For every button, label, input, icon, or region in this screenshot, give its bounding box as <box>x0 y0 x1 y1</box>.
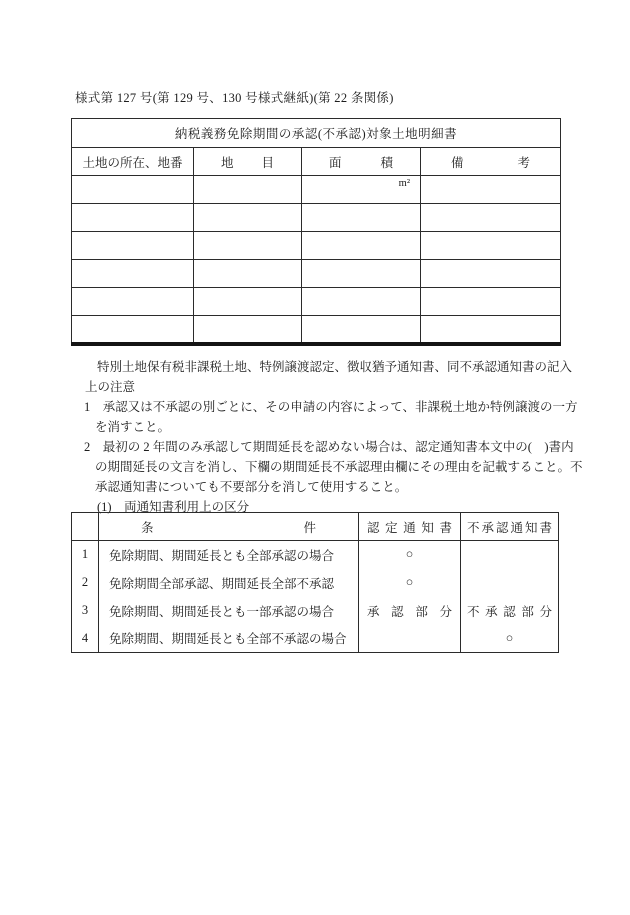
usage-table-row <box>72 541 559 569</box>
land-table-row <box>72 232 561 260</box>
land-cell-empty <box>421 204 561 232</box>
note-line: 承認通知書についても不要部分を消して使用すること。 <box>95 480 408 494</box>
usage-row-approval-mark <box>359 625 461 653</box>
land-cell-empty <box>421 288 561 316</box>
usage-row-condition: 免除期間、期間延長とも全部承認の場合 <box>99 541 359 569</box>
land-cell-empty <box>194 204 302 232</box>
land-table-row <box>72 204 561 232</box>
land-table-row <box>72 176 561 204</box>
land-cell-empty <box>194 176 302 204</box>
land-cell-empty <box>72 288 194 316</box>
land-cell-empty <box>421 232 561 260</box>
land-cell-empty <box>302 288 421 316</box>
land-detail-table <box>71 118 561 346</box>
land-cell-empty <box>421 260 561 288</box>
land-cell-empty <box>194 260 302 288</box>
land-cell-empty <box>72 260 194 288</box>
land-table-row <box>72 316 561 344</box>
usage-row-no: 3 <box>72 597 99 625</box>
note-line: 特別土地保有税非課税土地、特例譲渡認定、徴収猶予通知書、同不承認通知書の記入 <box>97 360 573 374</box>
land-cell-empty <box>302 260 421 288</box>
usage-row-condition: 免除期間全部承認、期間延長全部不承認 <box>99 569 359 597</box>
note-line: の期間延長の文言を消し、下欄の期間延長不承認理由欄にその理由を記載すること。不 <box>95 460 583 474</box>
land-cell-empty <box>421 176 561 204</box>
note-line: (1) 両通知書利用上の区分 <box>97 500 250 514</box>
usage-row-disapproval-mark <box>461 569 559 597</box>
usage-classification-table <box>71 512 559 653</box>
note-line: 1 承認又は不承認の別ごとに、その申請の内容によって、非課税土地か特例譲渡の一方 <box>84 400 578 414</box>
usage-col-disapproval: 不承認通知書 <box>461 513 559 541</box>
notes-section <box>70 357 583 517</box>
usage-row-disapproval-mark: ○ <box>461 625 559 653</box>
usage-row-approval-mark: ○ <box>359 569 461 597</box>
note-line: 2 最初の 2 年間のみ承認して期間延長を認めない場合は、認定通知書本文中の( )書内 <box>84 440 574 454</box>
land-table-header-row <box>72 148 561 176</box>
usage-row-approval-mark: ○ <box>359 541 461 569</box>
usage-table-row <box>72 625 559 653</box>
form-number: 様式第 127 号(第 129 号、130 号様式継紙)(第 22 条関係) <box>75 91 394 105</box>
land-col-remarks: 備考 <box>421 148 561 176</box>
usage-row-condition: 免除期間、期間延長とも全部不承認の場合 <box>99 625 359 653</box>
land-table-row <box>72 288 561 316</box>
land-cell-empty <box>302 204 421 232</box>
land-table-row <box>72 260 561 288</box>
land-cell-empty <box>421 316 561 344</box>
land-col-category: 地目 <box>194 148 302 176</box>
usage-table-header-row <box>72 513 559 541</box>
area-unit-label: m² <box>302 176 421 204</box>
land-cell-empty <box>194 232 302 260</box>
usage-row-no: 4 <box>72 625 99 653</box>
usage-table-row <box>72 597 559 625</box>
usage-row-no: 2 <box>72 569 99 597</box>
usage-col-condition: 条件 <box>99 513 359 541</box>
land-cell-empty <box>72 176 194 204</box>
land-cell-empty <box>302 232 421 260</box>
note-line: 上の注意 <box>85 380 136 394</box>
usage-col-no <box>72 513 99 541</box>
land-cell-empty <box>72 204 194 232</box>
usage-row-condition: 免除期間、期間延長とも一部承認の場合 <box>99 597 359 625</box>
usage-table-row <box>72 569 559 597</box>
land-cell-empty <box>72 232 194 260</box>
usage-row-approval-mark: 承認部分 <box>359 597 461 625</box>
usage-row-disapproval-mark <box>461 541 559 569</box>
land-cell-empty <box>302 316 421 344</box>
usage-row-disapproval-mark: 不承認部分 <box>461 597 559 625</box>
land-cell-empty <box>72 316 194 344</box>
land-col-area: 面積 <box>302 148 421 176</box>
land-table-title: 納税義務免除期間の承認(不承認)対象土地明細書 <box>72 119 561 148</box>
land-table-title-row <box>72 119 561 148</box>
land-col-location: 土地の所在、地番 <box>72 148 194 176</box>
usage-row-no: 1 <box>72 541 99 569</box>
land-cell-empty <box>194 316 302 344</box>
land-cell-empty <box>194 288 302 316</box>
usage-col-approval: 認定通知書 <box>359 513 461 541</box>
note-line: を消すこと。 <box>95 420 171 434</box>
